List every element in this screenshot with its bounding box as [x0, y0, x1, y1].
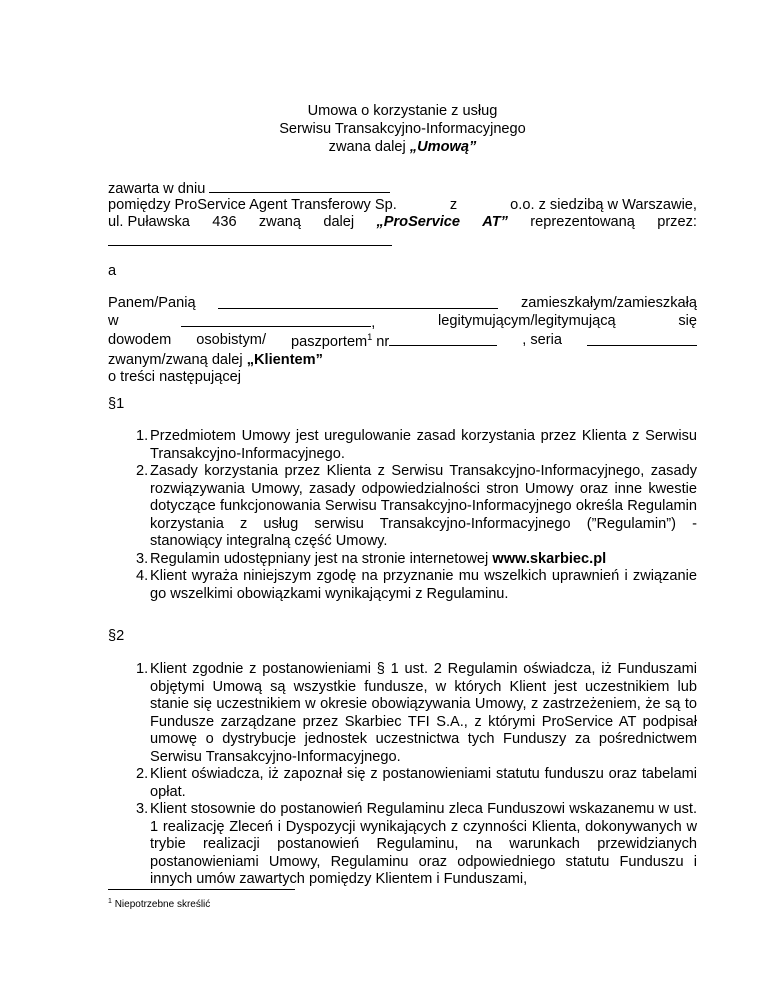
client-address-blank-field[interactable]	[181, 313, 371, 327]
client-line-3	[108, 332, 697, 352]
section-1-item-2	[108, 463, 697, 551]
intro-date-line	[108, 179, 697, 197]
list-number: 4.	[136, 568, 149, 584]
title-line-3	[108, 138, 697, 156]
section-1-item-3	[108, 551, 697, 569]
list-number: 2.	[136, 766, 149, 782]
intro-block	[108, 179, 697, 249]
section-1-heading: §1	[108, 396, 125, 412]
client-line-1	[108, 295, 697, 313]
list-item-text: Klient zgodnie z postanowieniami § 1 ust. 2 Regulamin oświadcza, iż Funduszami objętymi Umową są wszystkie fundusze, w których Klient jest uczestnikiem lub stanie się uczestnikiem w okresie obowiązywania Umowy, z zastrzeżeniem, że są to Fundusze zarządzane przez Skarbiec TFI S.A., z którymi ProService AT podpisał umowę o dystrybucje jednostek uczestnictwa tych Funduszy za pośrednictwem Serwisu Transakcyjno-Informacyjnego.	[150, 661, 697, 765]
section-2-item-2	[108, 766, 697, 801]
representative-blank-field[interactable]	[108, 232, 392, 246]
client-line-4	[108, 352, 697, 370]
id-number-blank-field[interactable]	[389, 332, 497, 346]
client-l3-c: paszportem	[290, 334, 368, 350]
list-item-text: Klient oświadcza, iż zapoznał się z postanowieniami statutu funduszu oraz tabelami opłat.	[150, 766, 697, 800]
title-line-3-prefix: zwana dalej	[328, 139, 410, 155]
footnote-mark: 1	[108, 898, 112, 905]
footnote-divider	[108, 889, 295, 890]
website-link[interactable]: www.skarbiec.pl	[492, 550, 607, 567]
client-l2-a: w	[108, 312, 119, 329]
intro-between-right: o.o. z siedzibą w Warszawie,	[510, 196, 697, 213]
intro-address-a: ul. Puławska	[108, 214, 190, 230]
intro-address-f: przez:	[657, 214, 697, 230]
client-l3-e: , seria	[522, 332, 562, 348]
footnote-text: Niepotrzebne skreślić	[114, 899, 211, 910]
intro-between-line	[108, 197, 697, 215]
client-l2-c: legitymującym/legitymującą	[438, 312, 616, 329]
section-2-item-3	[108, 801, 697, 889]
section-1-list	[108, 428, 697, 603]
footnote	[108, 899, 210, 911]
section-2-heading: §2	[108, 628, 125, 644]
intro-address-b: 436	[212, 214, 237, 230]
list-number: 2.	[136, 463, 149, 479]
representative-line	[108, 232, 697, 250]
footnote-ref-1[interactable]: 1	[367, 332, 373, 342]
intro-address-line	[108, 214, 697, 232]
client-name-blank-field[interactable]	[218, 295, 498, 309]
title-line-1: Umowa o korzystanie z usług	[307, 103, 498, 119]
list-number: 3.	[136, 801, 149, 817]
client-l1-b: zamieszkałym/zamieszkałą	[521, 295, 697, 311]
client-line-5: o treści następującej	[108, 369, 242, 385]
intro-dated: zawarta w dniu	[108, 181, 206, 197]
section-1-item-1	[108, 428, 697, 463]
list-item-text: Klient stosownie do postanowień Regulaminu zleca Funduszowi wskazanemu w ust. 1 realizację Zleceń i Dyspozycji wynikających z czynności Klienta, dokonywanych w trybie realizacji postanowień Regulaminu, na warunkach przewidzianych postanowieniami Umowy, Regulaminu oraz odpowiedniego statutu Funduszu i innych umów zawartych pomiędzy Klientem i Funduszami,	[150, 801, 697, 887]
document-title	[108, 102, 697, 156]
intro-address-e: reprezentowaną	[530, 214, 635, 230]
list-item-text: Klient wyraża niniejszym zgodę na przyznanie mu wszelkich uprawnień i związanie go wszelkimi obowiązkami wynikającymi z Regulaminu.	[150, 568, 697, 602]
list-number: 1.	[136, 428, 149, 444]
list-number: 3.	[136, 550, 149, 567]
list-item-text: Regulamin udostępniany jest na stronie internetowej	[150, 550, 493, 567]
title-line-2: Serwisu Transakcyjno-Informacyjnego	[279, 121, 526, 137]
section-2-list	[108, 661, 697, 889]
section-2-item-1	[108, 661, 697, 766]
list-item-text: Zasady korzystania przez Klienta z Serwisu Transakcyjno-Informacyjnego, zasady rozwiązywania Umowy, zasady odpowiedzialności stron Umowy oraz inne kwestie dotyczące funkcjonowania Serwisu Transakcyjno-Informacyjnego określa Regulamin korzystania z usług serwisu Transakcyjno-Informacyjnego (”Regulamin”) - stanowiący integralną część Umowy.	[150, 463, 697, 549]
list-number: 1.	[136, 661, 149, 677]
a-label: a	[108, 263, 117, 279]
intro-address-c: zwaną	[258, 214, 302, 230]
title-line-3-emph: „Umową”	[409, 139, 477, 155]
section-1-item-4	[108, 568, 697, 603]
client-l3-a: dowodem	[108, 332, 172, 348]
id-series-blank-field[interactable]	[587, 332, 697, 346]
client-l4-emph: „Klientem”	[246, 351, 323, 368]
client-l3-b: osobistym/	[196, 332, 266, 348]
client-line-2	[108, 313, 697, 333]
client-l3-d: nr	[376, 334, 390, 350]
client-l1-a: Panem/Panią	[108, 295, 196, 311]
intro-between-left: pomiędzy ProService Agent Transferowy Sp.	[108, 196, 397, 213]
list-item-text: Przedmiotem Umowy jest uregulowanie zasad korzystania przez Klienta z Serwisu Transakcyjno-Informacyjnego.	[150, 428, 697, 462]
client-block	[108, 295, 697, 387]
client-l4-a: zwanym/zwaną dalej	[108, 351, 247, 368]
date-blank-field[interactable]	[209, 179, 390, 193]
client-l2-b: ,	[371, 314, 376, 331]
client-l2-d: się	[678, 312, 697, 329]
intro-between-z: z	[449, 196, 458, 213]
intro-address-emph1: „ProService	[376, 214, 461, 230]
intro-address-d: dalej	[323, 214, 355, 230]
intro-address-emph2: AT”	[482, 214, 508, 230]
